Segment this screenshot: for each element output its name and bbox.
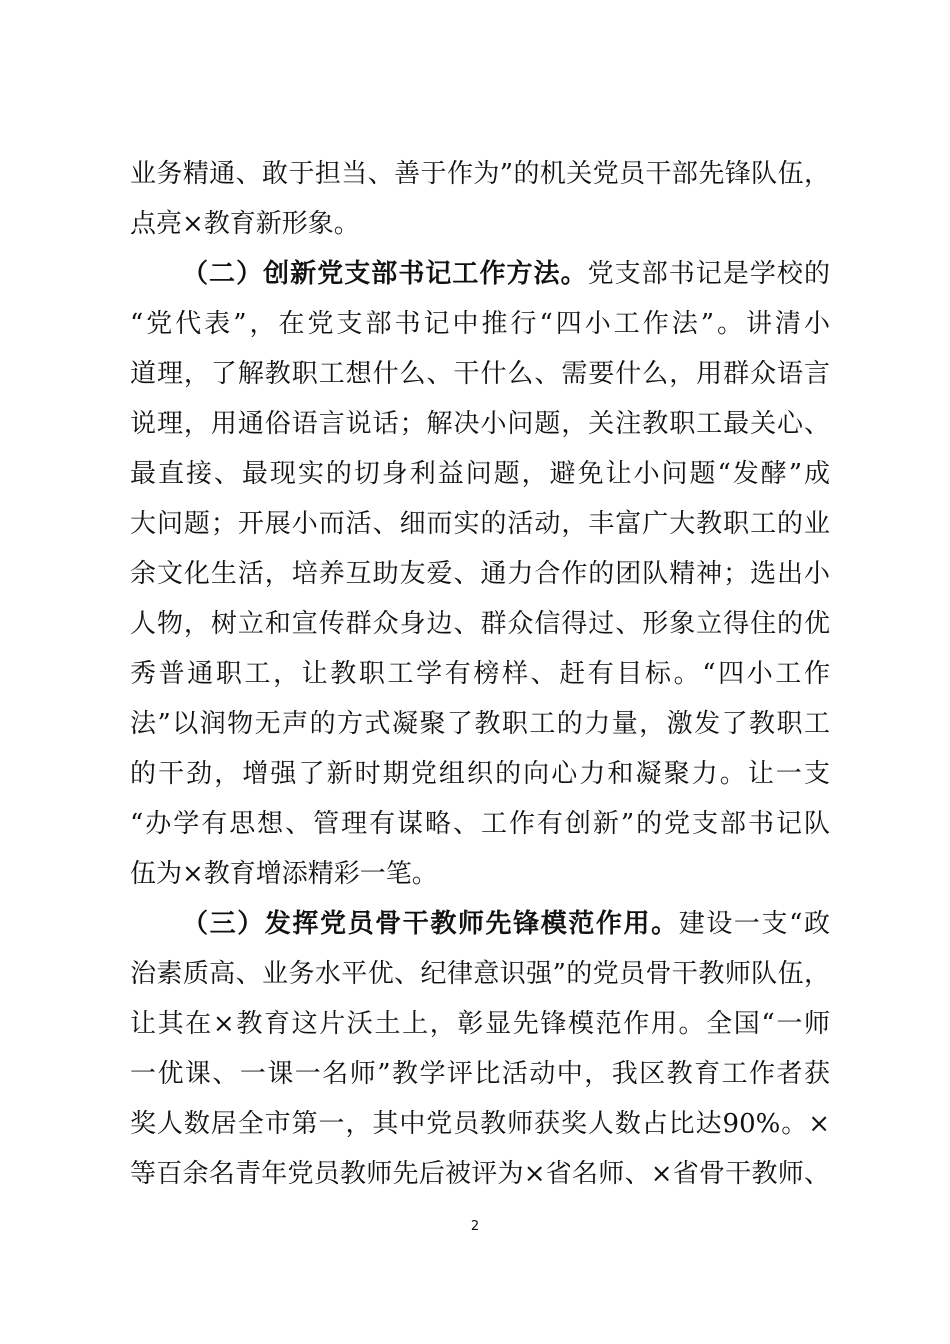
section-heading-2: （二）创新党支部书记工作方法。 — [182, 259, 588, 289]
body-line: 余文化生活，培养互助友爱、通力合作的团队精神；选出小 — [130, 559, 830, 589]
body-line: 点亮×教育新形象。 — [130, 209, 360, 239]
body-line: “党代表”，在党支部书记中推行“四小工作法”。讲清小 — [130, 309, 830, 339]
body-line: 伍为×教育增添精彩一笔。 — [130, 859, 438, 889]
body-line: 治素质高、业务水平优、纪律意识强”的党员骨干教师队伍， — [130, 959, 830, 989]
body-line: 业务精通、敢于担当、善于作为”的机关党员干部先锋队伍， — [130, 159, 830, 189]
body-line: 一优课、一课一名师”教学评比活动中，我区教育工作者获 — [130, 1059, 830, 1089]
section-heading-2-line: （二）创新党支部书记工作方法。党支部书记是学校的 — [182, 259, 830, 289]
body-line: 最直接、最现实的切身利益问题，避免让小问题“发酵”成 — [130, 459, 830, 489]
body-line: 说理，用通俗语言说话；解决小问题，关注教职工最关心、 — [130, 409, 830, 439]
section-heading-3-line: （三）发挥党员骨干教师先锋模范作用。建设一支“政 — [182, 909, 830, 939]
body-line: “办学有思想、管理有谋略、工作有创新”的党支部书记队 — [130, 809, 830, 839]
body-line: 大问题；开展小而活、细而实的活动，丰富广大教职工的业 — [130, 509, 830, 539]
body-line: 让其在×教育这片沃土上，彰显先锋模范作用。全国“一师 — [130, 1009, 830, 1039]
body-line: 法”以润物无声的方式凝聚了教职工的力量，激发了教职工 — [130, 709, 830, 739]
body-line: 奖人数居全市第一，其中党员教师获奖人数占比达90%。× — [130, 1109, 830, 1139]
body-line: 等百余名青年党员教师先后被评为×省名师、×省骨干教师、 — [130, 1159, 830, 1189]
body-line: 秀普通职工，让教职工学有榜样、赶有目标。“四小工作 — [130, 659, 830, 689]
body-line: 道理，了解教职工想什么、干什么、需要什么，用群众语言 — [130, 359, 830, 389]
body-line: 人物，树立和宣传群众身边、群众信得过、形象立得住的优 — [130, 609, 830, 639]
section-heading-3: （三）发挥党员骨干教师先锋模范作用。 — [182, 909, 679, 939]
page-number: 2 — [470, 1219, 480, 1234]
body-line: 的干劲，增强了新时期党组织的向心力和凝聚力。让一支 — [130, 759, 830, 789]
